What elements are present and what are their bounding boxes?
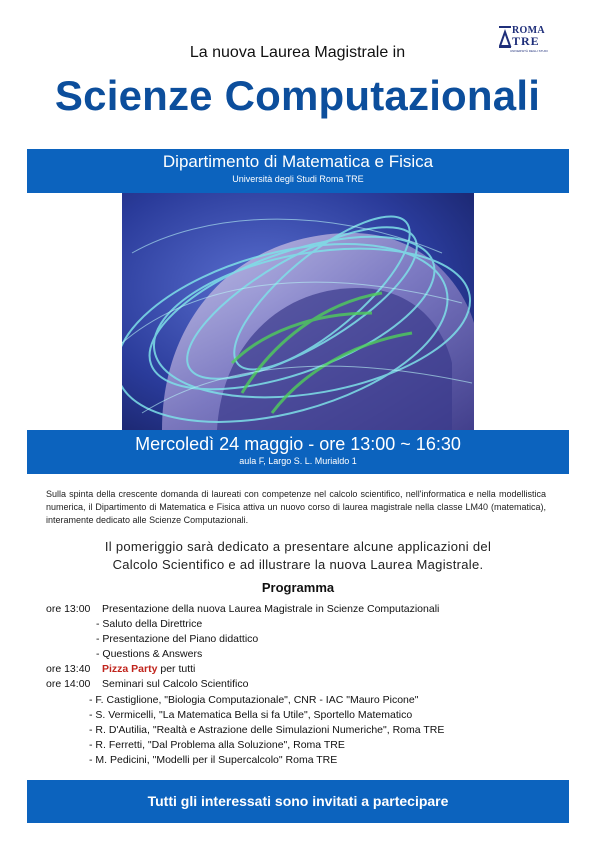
schedule-time: ore 13:00 — [46, 603, 91, 615]
schedule-subitem-text: - Presentazione del Piano didattico — [96, 633, 259, 645]
department-banner — [27, 149, 569, 193]
event-location: aula F, Largo S. L. Murialdo 1 — [239, 456, 357, 466]
invitation-banner — [27, 780, 569, 823]
programme-title: Programma — [261, 580, 335, 595]
schedule-text: Seminari sul Calcolo Scientifico — [102, 678, 249, 690]
schedule-time: ore 13:40 — [46, 663, 91, 675]
schedule-text — [102, 662, 195, 676]
university-name: Università degli Studi Roma TRE — [232, 174, 364, 184]
logo-subtext: UNIVERSITÀ DEGLI STUDI — [510, 49, 548, 53]
pizza-party-highlight: Pizza Party — [102, 663, 158, 675]
logo-tre-text: TRE — [512, 34, 540, 48]
seminar-text: - R. Ferretti, "Dal Problema alla Soluzione", Roma TRE — [89, 739, 345, 751]
schedule-subitem-text: - Questions & Answers — [96, 648, 203, 660]
schedule-subitem-text: - Saluto della Direttrice — [96, 618, 203, 630]
department-name: Dipartimento di Matematica e Fisica — [162, 152, 434, 171]
seminar-text: - S. Vermicelli, "La Matematica Bella si fa Utile", Sportello Matematico — [89, 709, 413, 721]
lead-line-2: Calcolo Scientifico e ad illustrare la nuova Laurea Magistrale. — [112, 557, 484, 572]
schedule-time: ore 14:00 — [46, 678, 91, 690]
simulation-illustration — [122, 193, 474, 430]
lead-line-1: Il pomeriggio sarà dedicato a presentare alcune applicazioni del — [104, 539, 492, 554]
event-banner — [27, 430, 569, 474]
logo-roma-text: ROMA — [512, 25, 545, 36]
seminar-text: - F. Castiglione, "Biologia Computazionale", CNR - IAC "Mauro Picone" — [89, 694, 419, 706]
lead-paragraph — [27, 538, 569, 574]
intro-paragraph: Sulla spinta della crescente domanda di laureati con competenze nel calcolo scientifico, nell'informatica e nella modellistica numerica, il Dipartimento di Matematica e Fisica attiva un nuovo corso di laurea magistrale nella classe LM40 (matematica), interamente dedicato alle Scienze Computazionali. — [46, 489, 546, 525]
invitation-text: Tutti gli interessati sono invitati a partecipare — [147, 793, 449, 809]
schedule-text: Presentazione della nuova Laurea Magistrale in Scienze Computazionali — [102, 603, 440, 615]
pizza-party-suffix: per tutti — [157, 663, 196, 675]
page-title: Scienze Computazionali — [54, 72, 541, 119]
seminar-text: - R. D'Autilia, "Realtà e Astrazione delle Simulazioni Numeriche", Roma TRE — [89, 724, 445, 736]
page-subtitle: La nuova Laurea Magistrale in — [189, 44, 406, 61]
seminar-text: - M. Pedicini, "Modelli per il Supercalcolo" Roma TRE — [89, 754, 338, 766]
event-datetime: Mercoledì 24 maggio - ore 13:00 ~ 16:30 — [135, 434, 461, 454]
